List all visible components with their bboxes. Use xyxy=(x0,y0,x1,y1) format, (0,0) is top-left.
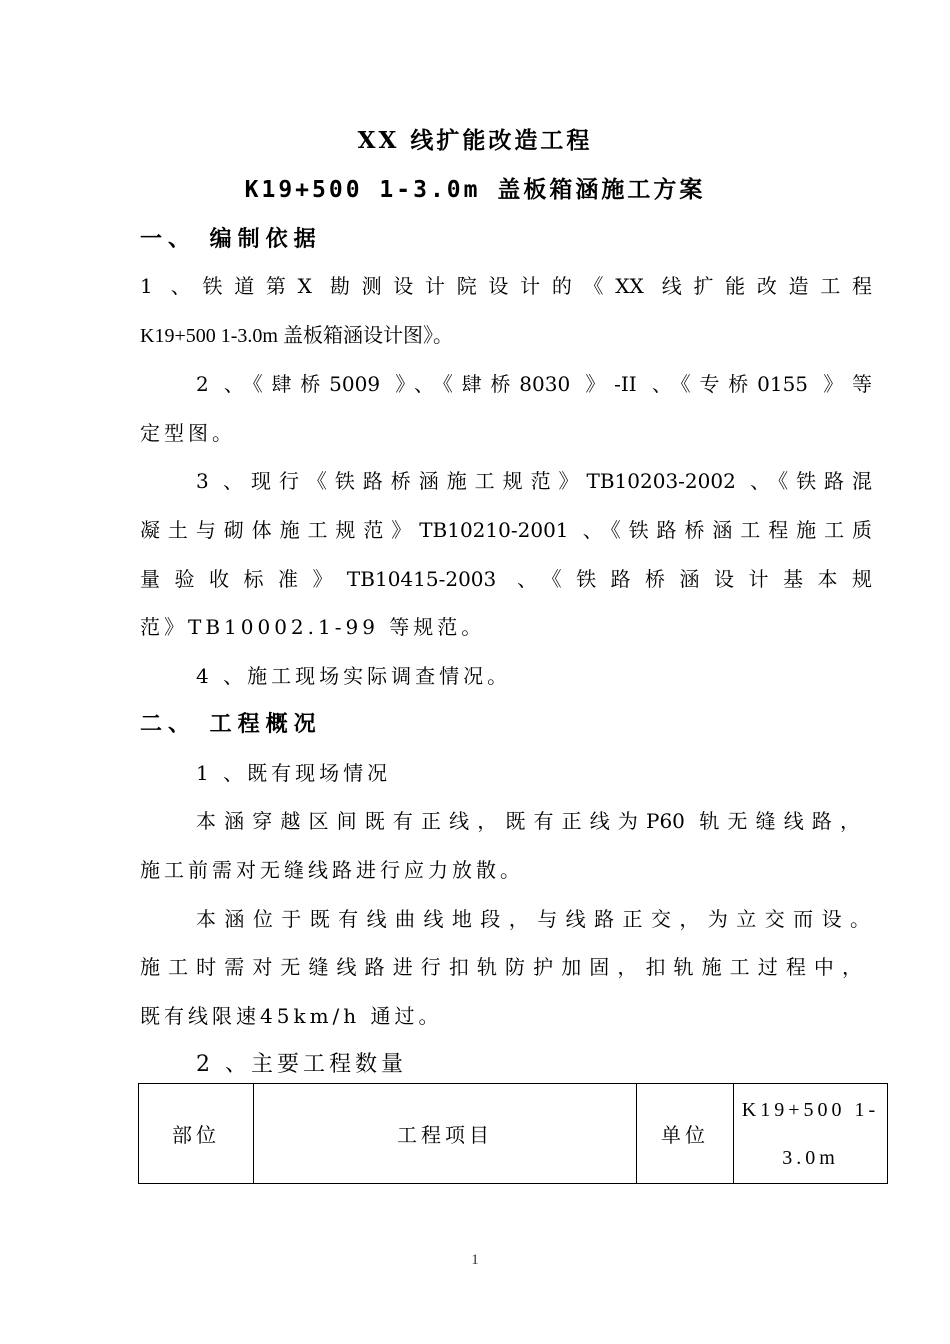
header-station-line-1: K19+500 1- xyxy=(741,1098,880,1121)
document-title: XX 线扩能改造工程 xyxy=(357,127,593,154)
header-location: 部位 xyxy=(139,1084,254,1184)
overview-para-2-line-2: 施工时需对无缝线路进行扣轨防护加固，扣轨施工过程中， xyxy=(140,955,862,979)
basis-item-2-line-2: 定型图。 xyxy=(140,421,236,445)
overview-para-1-line-1: 本涵穿越区间既有正线，既有正线为P60 轨无缝线路， xyxy=(196,809,860,833)
overview-subheading-1: 1 、既有现场情况 xyxy=(196,761,392,785)
section-heading-overview: 二、 工程概况 xyxy=(140,711,322,737)
basis-item-4: 4 、施工现场实际调查情况。 xyxy=(196,664,512,688)
header-item: 工程项目 xyxy=(254,1084,637,1184)
header-unit: 单位 xyxy=(637,1084,734,1184)
section-heading-basis: 一、 编制依据 xyxy=(140,226,322,252)
table-header-row xyxy=(139,1084,888,1184)
header-station xyxy=(734,1084,888,1184)
header-station-line-2: 3.0m xyxy=(782,1146,839,1169)
basis-item-3-line-2: 凝土与砌体施工规范》TB10210-2001 、《铁路桥涵工程施工质 xyxy=(140,518,872,542)
overview-subheading-2: 2 、主要工程数量 xyxy=(196,1052,407,1077)
page-number: 1 xyxy=(471,1252,479,1268)
basis-item-1-line-2: K19+500 1-3.0m 盖板箱涵设计图》。 xyxy=(140,325,453,347)
document-subtitle: K19+500 1-3.0m 盖板箱涵施工方案 xyxy=(244,177,706,203)
quantity-table xyxy=(138,1083,888,1184)
basis-item-1-line-1: 1 、铁道第X 勘测设计院设计的《XX 线扩能改造工程 xyxy=(140,274,872,298)
basis-item-3-line-1: 3 、现行《铁路桥涵施工规范》TB10203-2002 、《铁路混 xyxy=(196,469,872,493)
overview-para-1-line-2: 施工前需对无缝线路进行应力放散。 xyxy=(140,858,524,882)
basis-item-2-line-1: 2 、《肆桥5009 》、《肆桥8030 》-II 、《专桥0155 》等 xyxy=(196,372,872,396)
overview-para-2-line-3: 既有线限速45km/h 通过。 xyxy=(140,1004,443,1028)
basis-item-3-line-4: 范》TB10002.1-99 等规范。 xyxy=(140,615,486,639)
overview-para-2-line-1: 本涵位于既有线曲线地段，与线路正交，为立交而设。 xyxy=(196,907,870,931)
basis-item-3-line-3: 量验收标准》TB10415-2003 、《铁路桥涵设计基本规 xyxy=(140,567,872,591)
